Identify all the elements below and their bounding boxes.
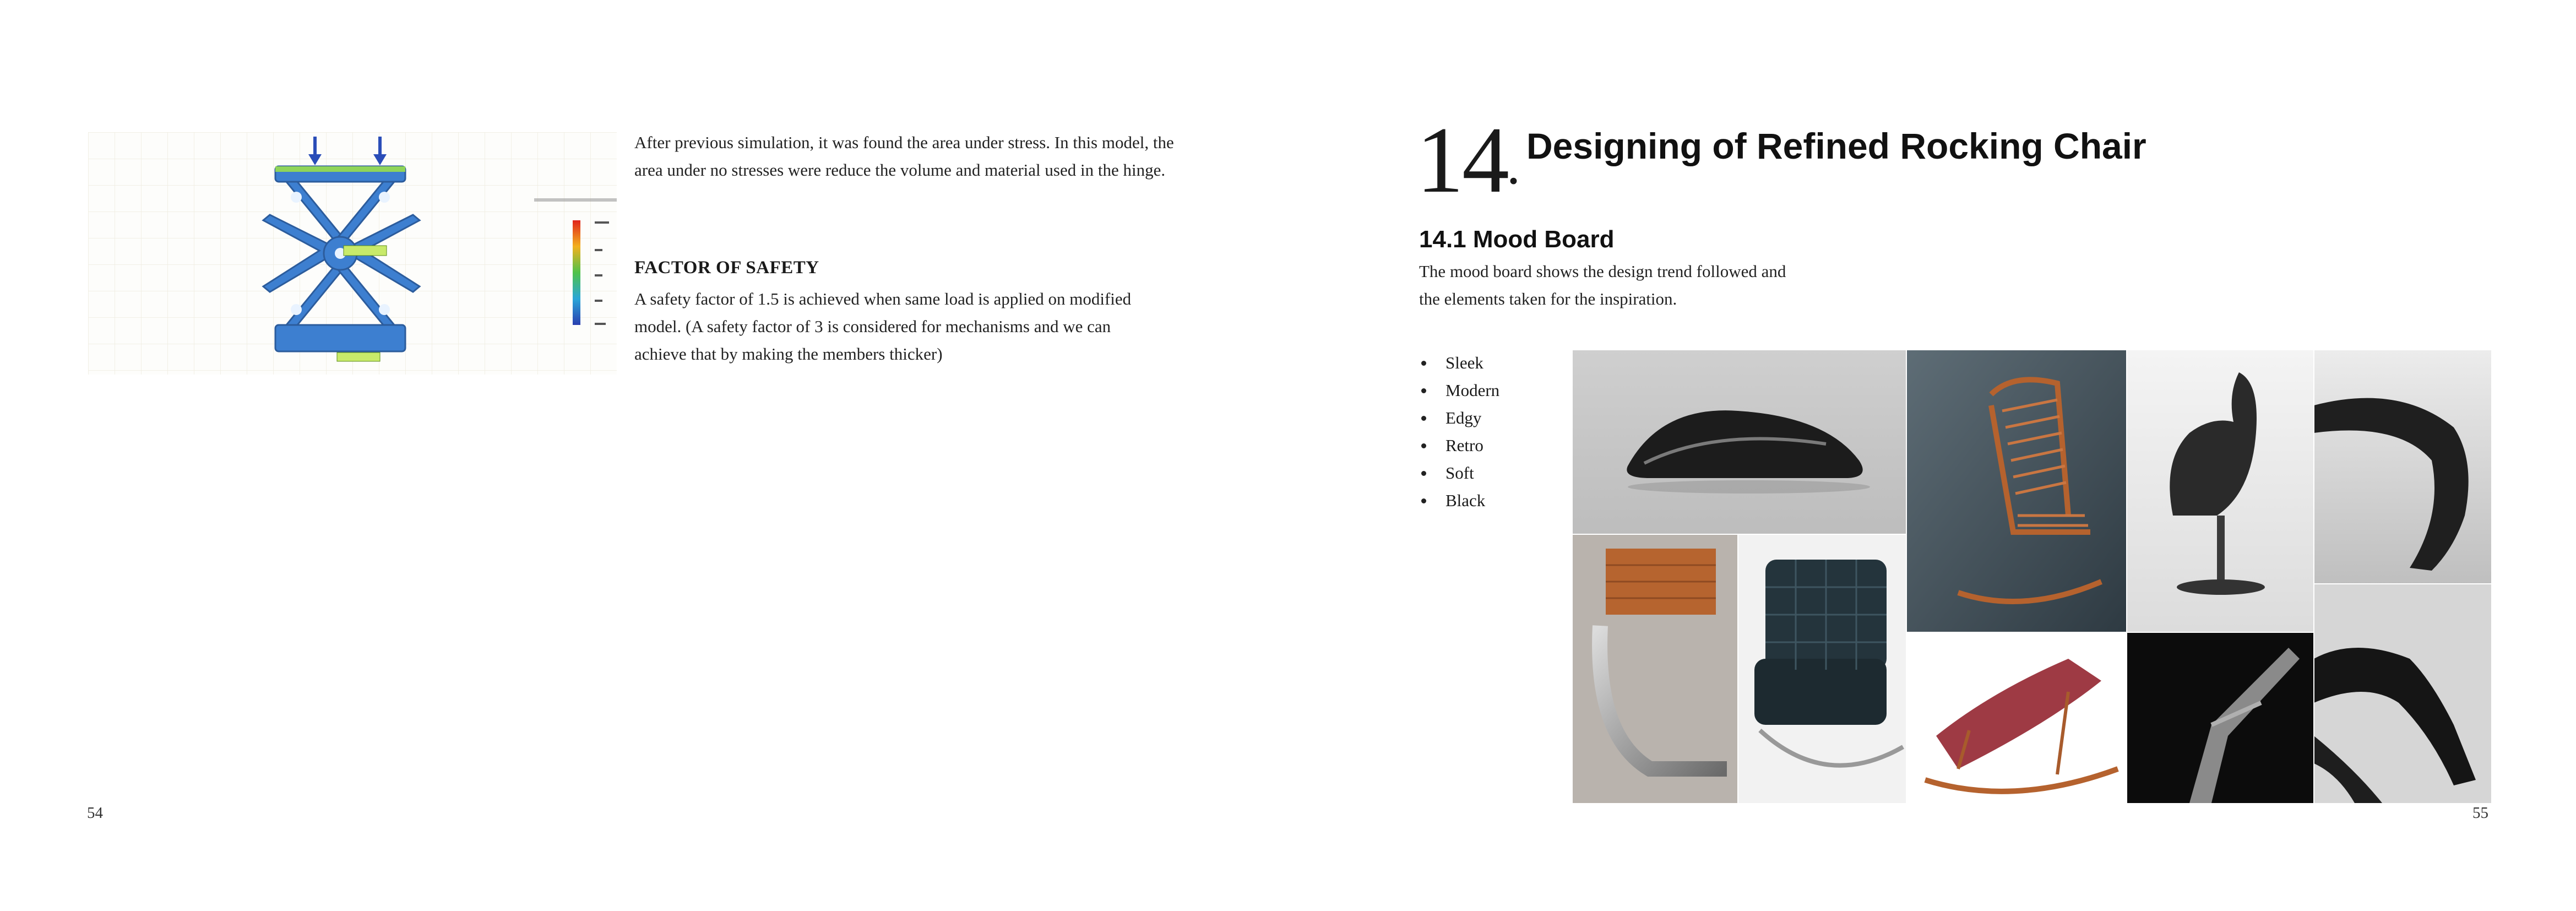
mood-board-collage	[1573, 350, 2491, 803]
keyword-item: Edgy	[1419, 404, 1499, 432]
chapter-number-dot: .	[1507, 134, 1520, 196]
keyword-item: Modern	[1419, 377, 1499, 404]
factor-of-safety-heading: FACTOR OF SAFETY	[634, 258, 819, 278]
section-paragraph: The mood board shows the design trend followed and the elements taken for the inspiration.	[1419, 262, 1786, 308]
factor-of-safety-paragraph: A safety factor of 1.5 is achieved when same load is applied on modified model. (A safety factor of 3 is considered for mechanisms and we can achieve that by making the members thicker)	[634, 289, 1132, 364]
keyword-item: Sleek	[1419, 349, 1499, 377]
keyword-item: Black	[1419, 487, 1499, 514]
stress-simulation-image	[88, 132, 617, 375]
keyword-item: Retro	[1419, 432, 1499, 459]
keyword-list	[1419, 349, 1499, 514]
simulation-intro-paragraph: After previous simulation, it was found the area under stress. In this model, the area under no stresses were reduce the volume and material used in the hinge.	[634, 133, 1174, 180]
section-title: 14.1 Mood Board	[1419, 226, 1615, 253]
page-number-right: 55	[2472, 804, 2488, 822]
chapter-number: 14	[1416, 108, 1508, 213]
page-number-left: 54	[87, 804, 103, 822]
keyword-item: Soft	[1419, 459, 1499, 487]
chapter-title: Designing of Refined Rocking Chair	[1526, 126, 2146, 166]
